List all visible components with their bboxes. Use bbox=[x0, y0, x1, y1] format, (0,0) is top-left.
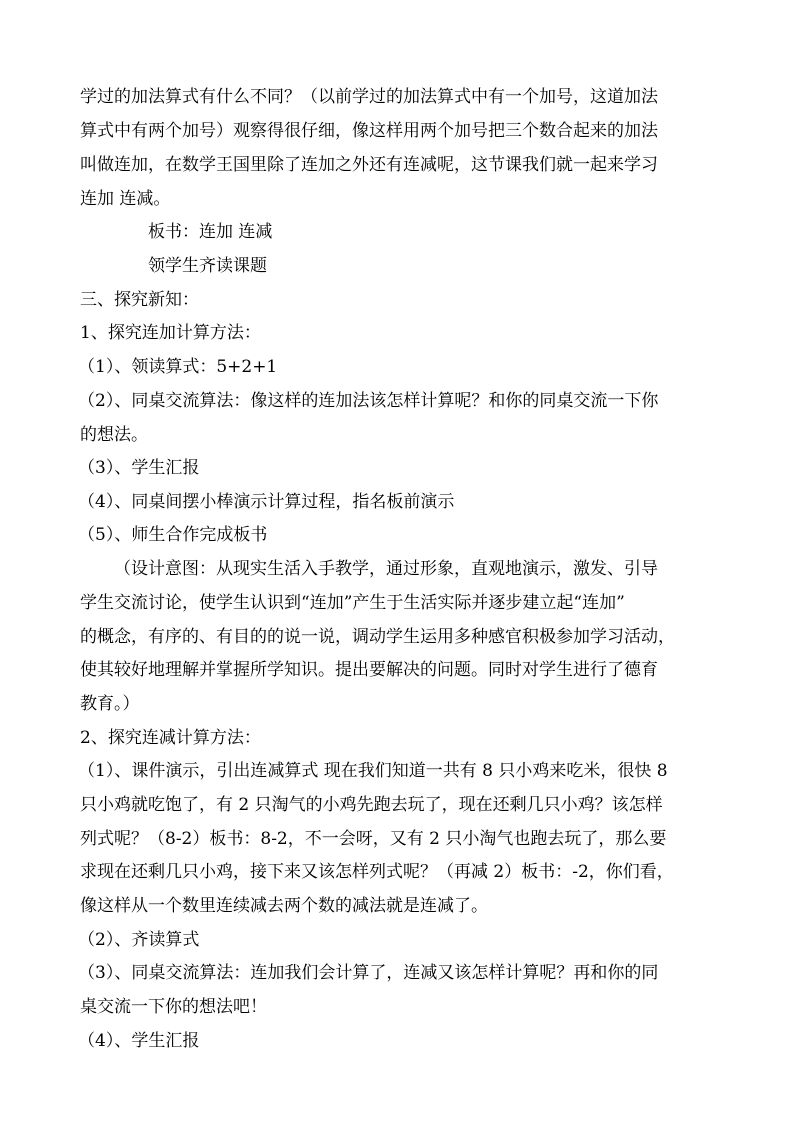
step-line: （3）、同桌交流算法：连加我们会计算了，连减又该怎样计算呢？再和你的同 bbox=[78, 963, 659, 983]
paragraph-line: 学生交流讨论，使学生认识到“连加”产生于生活实际并逐步建立起“连加” bbox=[80, 593, 625, 613]
subsection-heading: 1、探究连加计算方法： bbox=[80, 323, 261, 343]
paragraph-line: 求现在还剩几只小鸡，接下来又该怎样列式呢？（再减 2）板书：-2，你们看， bbox=[80, 862, 674, 882]
section-heading: 三、探究新知： bbox=[80, 290, 199, 310]
step-line: （1）、课件演示，引出连减算式 现在我们知道一共有 8 只小鸡来吃米，很快 8 bbox=[78, 761, 668, 781]
paragraph-line: 像这样从一个数里连续减去两个数的减法就是连减了。 bbox=[80, 896, 488, 916]
paragraph-line: 学过的加法算式有什么不同？（以前学过的加法算式中有一个加号，这道加法 bbox=[80, 87, 658, 107]
step-line: （1）、领读算式：5+2+1 bbox=[78, 357, 278, 377]
board-writing-line: 板书：连加 连减 bbox=[148, 222, 273, 242]
paragraph-line: 列式呢？（8-2）板书：8-2，不一会呀，又有 2 只小淘气也跑去玩了，那么要 bbox=[80, 829, 667, 849]
paragraph-line: 桌交流一下你的想法吧！ bbox=[80, 997, 267, 1017]
paragraph-line: 教育。） bbox=[80, 694, 140, 714]
paragraph-line: 的概念，有序的、有目的的说一说，调动学生运用多种感官积极参加学习活动， bbox=[80, 627, 675, 647]
paragraph-line: 叫做连加，在数学王国里除了连加之外还有连减呢，这节课我们就一起来学习 bbox=[80, 155, 658, 175]
paragraph-line: 算式中有两个加号）观察得很仔细，像这样用两个加号把三个数合起来的加法 bbox=[80, 121, 658, 141]
design-intent-line: （设计意图：从现实生活入手教学，通过形象，直观地演示，激发、引导 bbox=[114, 559, 658, 579]
step-line: （5）、师生合作完成板书 bbox=[78, 525, 268, 545]
instruction-line: 领学生齐读课题 bbox=[148, 256, 267, 276]
step-line: （2）、同桌交流算法：像这样的连加法该怎样计算呢？和你的同桌交流一下你 bbox=[78, 391, 659, 411]
paragraph-line: 连加 连减。 bbox=[80, 189, 171, 209]
step-line: （2）、齐读算式 bbox=[78, 930, 200, 950]
step-line: （4）、学生汇报 bbox=[78, 1031, 200, 1051]
step-line: （4）、同桌间摆小棒演示计算过程，指名板前演示 bbox=[78, 492, 455, 512]
paragraph-line: 的想法。 bbox=[80, 425, 148, 445]
paragraph-line: 使其较好地理解并掌握所学知识。提出要解决的问题。同时对学生进行了德育 bbox=[80, 660, 658, 680]
step-line: （3）、学生汇报 bbox=[78, 458, 200, 478]
paragraph-line: 只小鸡就吃饱了，有 2 只淘气的小鸡先跑去玩了，现在还剩几只小鸡？该怎样 bbox=[80, 795, 663, 815]
subsection-heading: 2、探究连减计算方法： bbox=[80, 728, 261, 748]
